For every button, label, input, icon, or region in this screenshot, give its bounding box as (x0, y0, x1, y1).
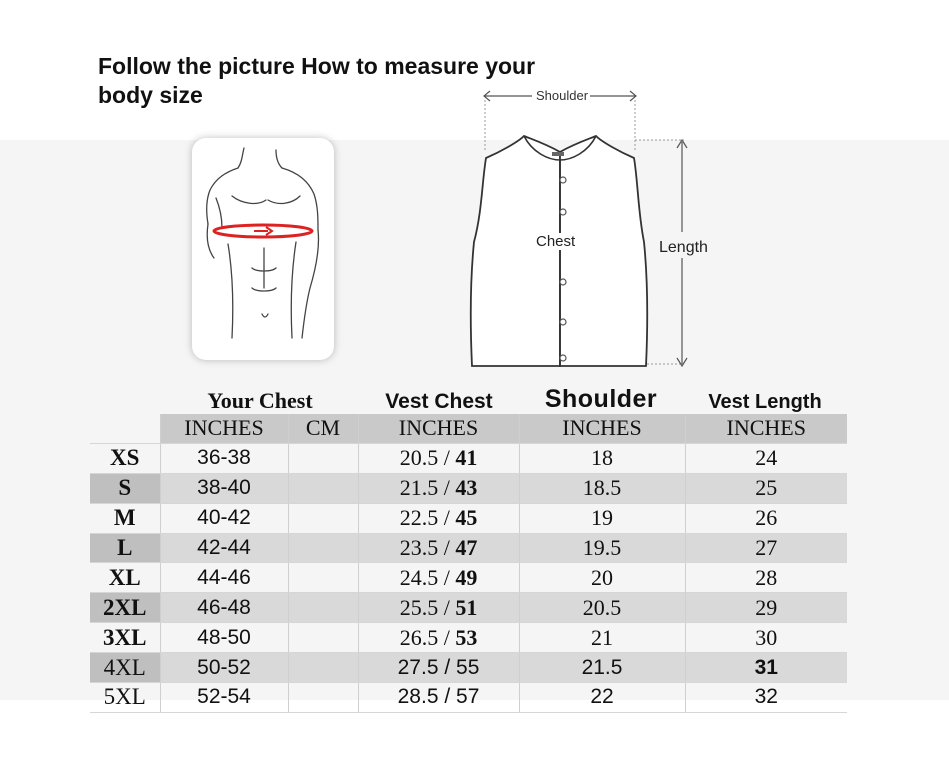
size-label: M (90, 503, 160, 533)
vest-chest-inches: 23.5 / (399, 535, 456, 560)
vest-chest-cm: 47 (455, 535, 478, 560)
length-cell: 31 (685, 653, 847, 683)
chest-cm-cell (288, 473, 358, 503)
vest-chest-inches: 28.5 / (397, 685, 457, 709)
chest-inches-cell: 46-48 (160, 593, 288, 623)
table-row (90, 443, 847, 473)
shoulder-cell: 21.5 (519, 653, 685, 683)
vest-chest-inches: 24.5 / (399, 564, 456, 590)
chest-label: Chest (536, 233, 576, 250)
chest-inches-cell: 40-42 (160, 503, 288, 533)
vest-chest-cm: 43 (455, 475, 478, 501)
chest-inches-cell: 44-46 (160, 563, 288, 593)
vest-chest-cm: 45 (455, 505, 478, 531)
vest-chest-inches: 21.5 / (399, 475, 456, 501)
table-row (90, 593, 847, 623)
chest-inches-cell: 50-52 (160, 653, 288, 683)
vest-chest-inches: 25.5 / (399, 594, 456, 620)
size-label: 3XL (90, 623, 160, 653)
chest-cm-cell (288, 683, 358, 713)
shoulder-cell: 19 (519, 503, 685, 533)
units-row (90, 414, 847, 443)
header-shoulder: Shoulder (544, 385, 658, 413)
size-label: XL (90, 563, 160, 593)
length-cell: 25 (685, 473, 847, 503)
vest-chest-inches: 20.5 / (399, 445, 456, 471)
vest-chest-cell (358, 593, 519, 623)
chest-inches-cell: 42-44 (160, 533, 288, 563)
table-row (90, 503, 847, 533)
chest-inches-cell: 36-38 (160, 443, 288, 473)
table-row (90, 533, 847, 563)
shoulder-cell: 18 (519, 443, 685, 473)
body-measure-illustration (192, 138, 334, 360)
chest-inches-cell: 52-54 (160, 683, 288, 713)
size-label: S (90, 473, 160, 503)
chest-cm-cell (288, 623, 358, 653)
chest-cm-cell (288, 443, 358, 473)
vest-chest-cell (358, 503, 519, 533)
chest-inches-cell: 38-40 (160, 473, 288, 503)
vest-chest-cm: 55 (456, 655, 480, 679)
shoulder-cell: 19.5 (519, 533, 685, 563)
units-blank-cell (90, 414, 160, 443)
table-row (90, 683, 847, 713)
size-label: L (90, 533, 160, 563)
vest-icon (460, 82, 730, 372)
length-cell: 24 (685, 443, 847, 473)
vest-chest-cm: 41 (455, 445, 478, 471)
vest-chest-cell (358, 473, 519, 503)
vest-chest-cell (358, 623, 519, 653)
vest-chest-cell (358, 563, 519, 593)
size-chart-table (90, 414, 847, 713)
chest-cm-cell (288, 533, 358, 563)
vest-chest-cm: 57 (456, 685, 480, 709)
size-label: 5XL (90, 683, 160, 713)
instructions-heading: Follow the picture How to measure your body size (98, 53, 536, 108)
header-vest-length: Vest Length (708, 391, 822, 413)
unit-cell: INCHES (358, 414, 519, 443)
table-row (90, 623, 847, 653)
length-cell: 27 (685, 533, 847, 563)
torso-sketch-icon (192, 138, 334, 360)
table-row (90, 473, 847, 503)
unit-cell: INCHES (160, 414, 288, 443)
chest-cm-cell (288, 653, 358, 683)
shoulder-cell: 18.5 (519, 473, 685, 503)
vest-chest-cm: 51 (455, 594, 478, 620)
vest-chest-inches: 26.5 / (399, 624, 456, 650)
header-vest-chest: Vest Chest (385, 390, 493, 413)
vest-chest-cm: 53 (455, 624, 478, 650)
vest-chest-cell (358, 653, 519, 683)
chest-cm-cell (288, 593, 358, 623)
vest-chest-cell (358, 533, 519, 563)
vest-chest-cell (358, 443, 519, 473)
shoulder-cell: 21 (519, 623, 685, 653)
size-label: 2XL (90, 593, 160, 623)
unit-cell: INCHES (519, 414, 685, 443)
vest-chest-cm: 49 (455, 564, 478, 590)
shoulder-label: Shoulder (536, 88, 589, 103)
size-label: XS (90, 443, 160, 473)
chest-cm-cell (288, 563, 358, 593)
table-row (90, 653, 847, 683)
unit-cell: INCHES (685, 414, 847, 443)
length-label: Length (659, 239, 708, 256)
chest-cm-cell (288, 503, 358, 533)
vest-chest-inches: 27.5 / (397, 655, 457, 679)
length-cell: 28 (685, 563, 847, 593)
vest-chest-inches: 22.5 / (399, 505, 456, 531)
vest-diagram (460, 82, 730, 372)
length-cell: 30 (685, 623, 847, 653)
chest-inches-cell: 48-50 (160, 623, 288, 653)
vest-chest-cell (358, 683, 519, 713)
size-label: 4XL (90, 653, 160, 683)
length-cell: 29 (685, 593, 847, 623)
length-cell: 26 (685, 503, 847, 533)
unit-cell: CM (288, 414, 358, 443)
length-cell: 32 (685, 683, 847, 713)
table-row (90, 563, 847, 593)
shoulder-cell: 22 (519, 683, 685, 713)
shoulder-cell: 20 (519, 563, 685, 593)
header-your-chest: Your Chest (207, 388, 313, 413)
shoulder-cell: 20.5 (519, 593, 685, 623)
